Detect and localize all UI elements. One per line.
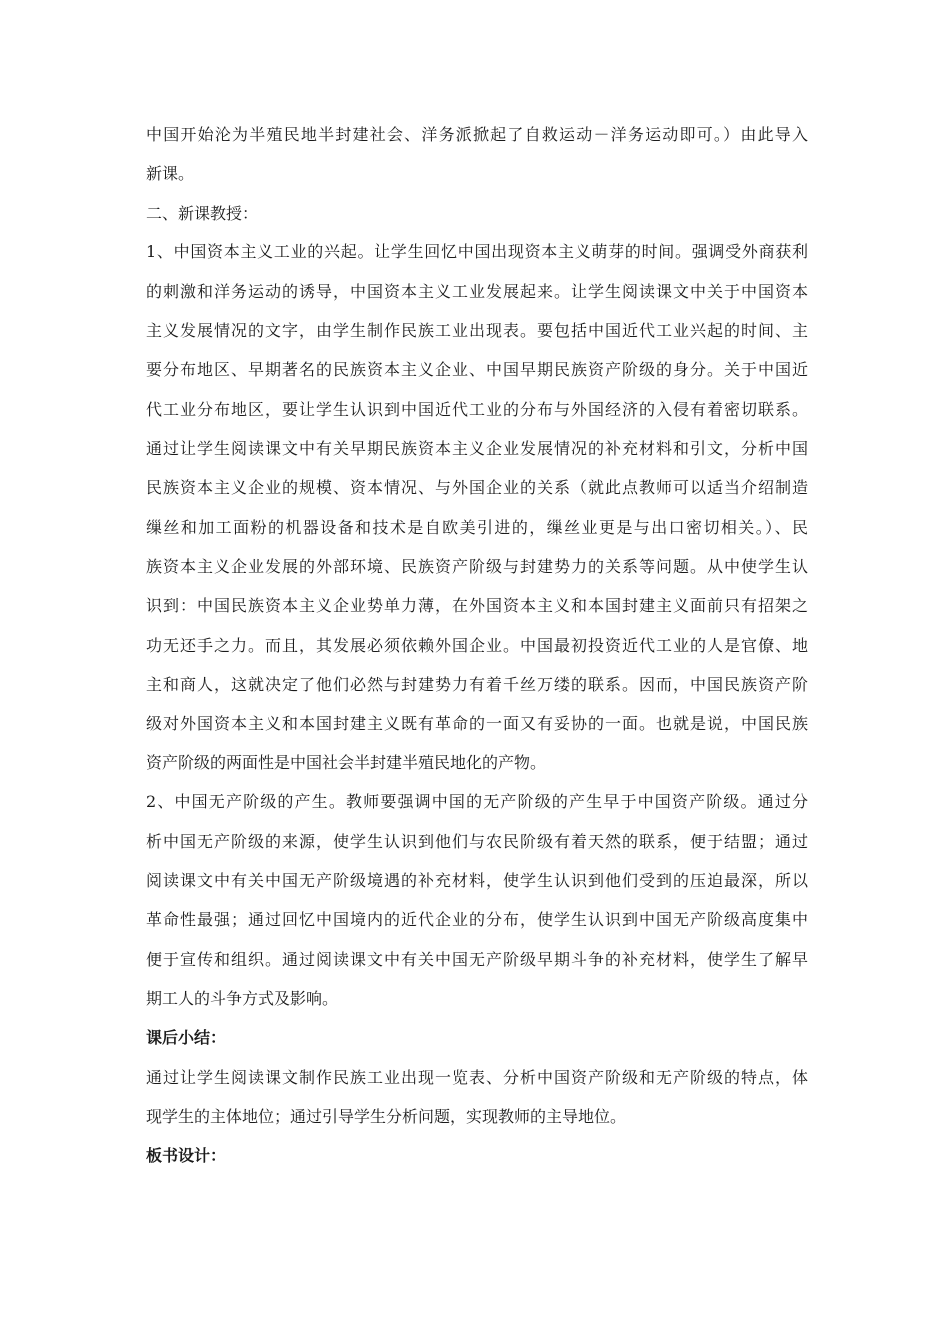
paragraph-line: 便于宣传和组织。通过阅读课文中有关中国无产阶级早期斗争的补充材料，使学生了解早 (146, 950, 808, 969)
paragraph-line: 阅读课文中有关中国无产阶级境遇的补充材料，使学生认识到他们受到的压迫最深，所以 (146, 871, 808, 890)
paragraph-line: 1、中国资本主义工业的兴起。让学生回忆中国出现资本主义萌芽的时间。强调受外商获利 (146, 242, 808, 261)
paragraph-line: 主义发展情况的文字，由学生制作民族工业出现表。要包括中国近代工业兴起的时间、主 (146, 321, 808, 340)
paragraph-line: 代工业分布地区，要让学生认识到中国近代工业的分布与外国经济的入侵有着密切联系。 (146, 400, 808, 419)
paragraph-line: 2、中国无产阶级的产生。教师要强调中国的无产阶级的产生早于中国资产阶级。通过分 (146, 792, 808, 811)
paragraph-line: 革命性最强；通过回忆中国境内的近代企业的分布，使学生认识到中国无产阶级高度集中 (146, 910, 808, 929)
paragraph-line: 新课。 (146, 164, 195, 183)
paragraph-line: 功无还手之力。而且，其发展必须依赖外国企业。中国最初投资近代工业的人是官僚、地 (146, 636, 808, 655)
board-design-heading: 板书设计： (146, 1146, 227, 1165)
section-heading: 二、新课教授： (146, 204, 259, 223)
paragraph-line: 识到：中国民族资本主义企业势单力薄，在外国资本主义和本国封建主义面前只有招架之 (146, 596, 808, 615)
paragraph-line: 中国开始沦为半殖民地半封建社会、洋务派掀起了自救运动－洋务运动即可。）由此导入 (146, 125, 808, 144)
paragraph-line: 现学生的主体地位；通过引导学生分析问题，实现教师的主导地位。 (146, 1107, 627, 1126)
paragraph-line: 缫丝和加工面粉的机器设备和技术是自欧美引进的，缫丝业更是与出口密切相关。）、民 (146, 518, 808, 537)
summary-heading: 课后小结： (146, 1028, 227, 1047)
paragraph-line: 通过让学生阅读课文中有关早期民族资本主义企业发展情况的补充材料和引文，分析中国 (146, 439, 808, 458)
paragraph-line: 族资本主义企业发展的外部环境、民族资产阶级与封建势力的关系等问题。从中使学生认 (146, 557, 808, 576)
paragraph-line: 资产阶级的两面性是中国社会半封建半殖民地化的产物。 (146, 753, 547, 772)
paragraph-line: 要分布地区、早期著名的民族资本主义企业、中国早期民族资产阶级的身分。关于中国近 (146, 360, 808, 379)
paragraph-line: 民族资本主义企业的规模、资本情况、与外国企业的关系（就此点教师可以适当介绍制造 (146, 478, 808, 497)
paragraph-line: 期工人的斗争方式及影响。 (146, 989, 339, 1008)
paragraph-line: 的刺激和洋务运动的诱导，中国资本主义工业发展起来。让学生阅读课文中关于中国资本 (146, 282, 808, 301)
paragraph-line: 级对外国资本主义和本国封建主义既有革命的一面又有妥协的一面。也就是说，中国民族 (146, 714, 808, 733)
paragraph-line: 主和商人，这就决定了他们必然与封建势力有着千丝万缕的联系。因而，中国民族资产阶 (146, 675, 808, 694)
paragraph-line: 析中国无产阶级的来源，使学生认识到他们与农民阶级有着天然的联系，便于结盟；通过 (146, 832, 808, 851)
paragraph-line: 通过让学生阅读课文制作民族工业出现一览表、分析中国资产阶级和无产阶级的特点，体 (146, 1068, 808, 1087)
